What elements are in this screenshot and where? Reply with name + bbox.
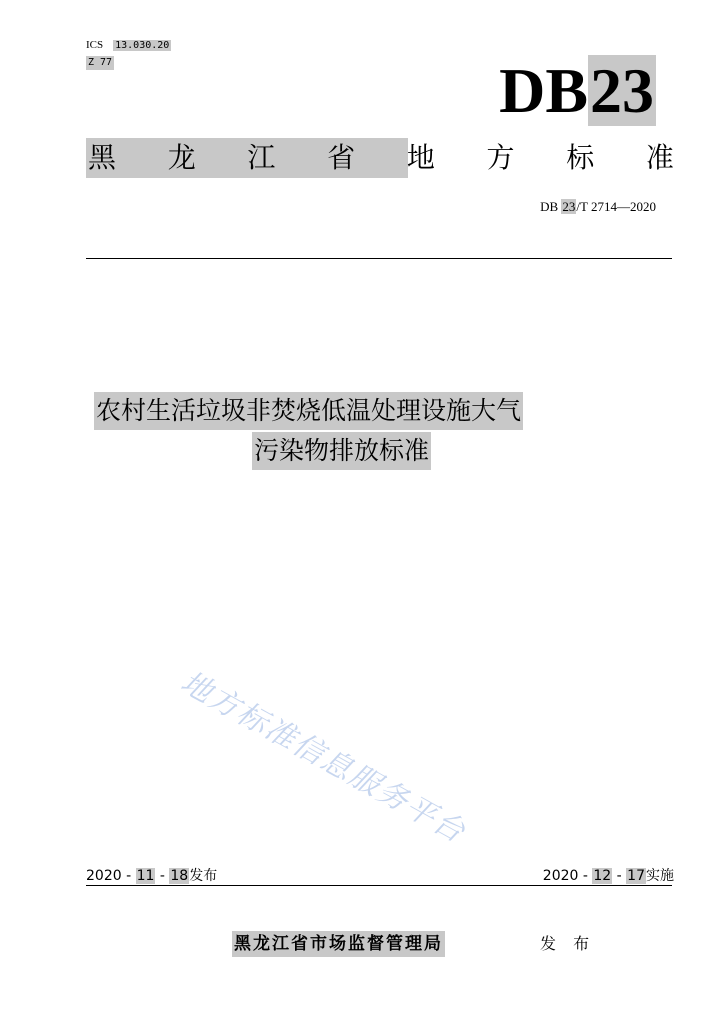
category-char: 方 — [486, 141, 515, 174]
implementation-date — [543, 866, 674, 886]
category-char: 黑 — [88, 141, 117, 174]
impl-dash: - — [612, 868, 627, 884]
top-divider — [86, 258, 672, 259]
db-prefix: DB — [499, 55, 588, 126]
std-suffix: /T 2714—2020 — [576, 199, 656, 214]
std-prefix: DB — [540, 199, 559, 214]
issue-dash: - — [121, 868, 136, 884]
impl-word: 实施 — [646, 868, 674, 884]
category-char: 江 — [247, 141, 276, 174]
category-char: 省 — [327, 141, 356, 174]
db-logo — [499, 55, 656, 126]
document-title-line-1: 农村生活垃圾非焚烧低温处理设施大气 — [94, 392, 523, 430]
category-char: 标 — [566, 141, 595, 174]
std-province: 23 — [562, 199, 576, 214]
document-title-line-2: 污染物排放标准 — [252, 432, 431, 470]
issue-word: 发布 — [189, 868, 218, 884]
issue-date — [86, 866, 217, 886]
issue-label: 发 布 — [540, 934, 596, 953]
watermark: 地方标准信息服务平台 — [174, 664, 472, 851]
standard-category — [86, 138, 676, 178]
bottom-divider — [86, 885, 672, 886]
impl-month: 12 — [593, 868, 612, 884]
category-char: 准 — [645, 141, 674, 174]
ics-code: 13.030.20 — [115, 40, 170, 51]
impl-dash: - — [578, 868, 593, 884]
db-province-number: 23 — [590, 55, 654, 126]
standard-number — [540, 198, 656, 216]
category-char: 地 — [406, 141, 435, 174]
ics-classification — [86, 38, 171, 53]
issue-dash: - — [155, 868, 170, 884]
issue-year: 2020 — [86, 868, 122, 884]
issue-month: 11 — [136, 868, 155, 884]
impl-day: 17 — [627, 868, 645, 884]
issue-day: 18 — [170, 868, 189, 884]
category-char: 龙 — [167, 141, 196, 174]
ics-label: ICS — [86, 39, 104, 51]
issuing-authority: 黑龙江省市场监督管理局 — [232, 931, 445, 957]
ccs-code: Z 77 — [88, 57, 113, 68]
impl-year: 2020 — [542, 868, 579, 884]
